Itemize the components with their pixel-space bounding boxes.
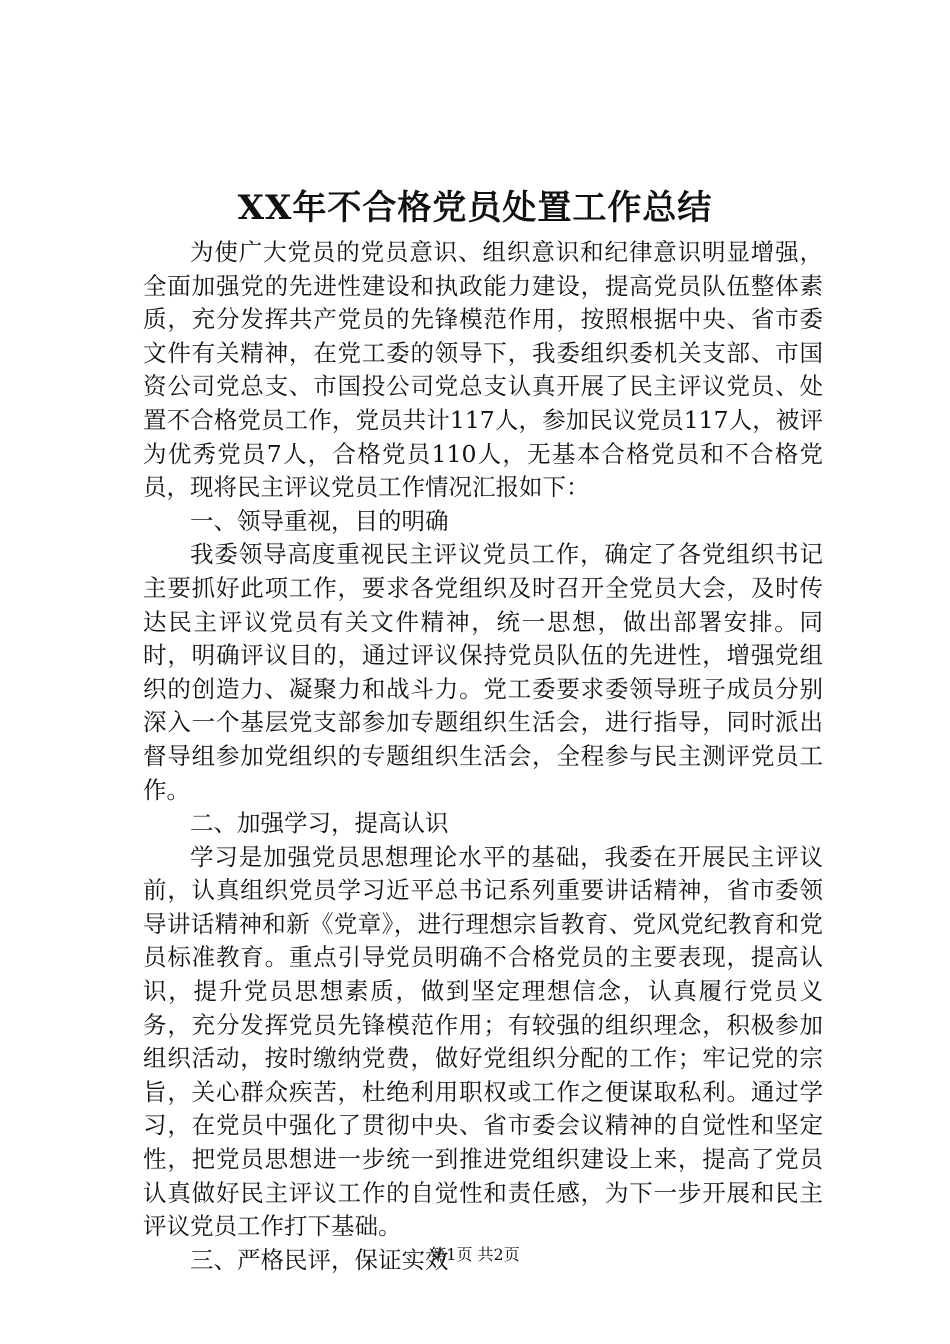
paragraph-intro: 为使广大党员的党员意识、组织意识和纪律意识明显增强，全面加强党的先进性建设和执政能力建设，提高党员队伍整体素质，充分发挥共产党员的先锋模范作用，按照根据中央、省市委文件有关精神，在党工委的领导下，我委组织委机关支部、市国资公司党总支、市国投公司党总支认真开展了民主评议党员、处置不合格党员工作，党员共计117人，参加民议党员117人，被评为优秀党员7人，合格党员110人，无基本合格党员和不合格党员，现将民主评议党员工作情况汇报如下： [143, 238, 823, 502]
section-heading-3: 三、严格民评，保证实效 [190, 1245, 449, 1274]
paragraph-section-1: 我委领导高度重视民主评议党员工作，确定了各党组织书记主要抓好此项工作，要求各党组织及时召开全党员大会，及时传达民主评议党员有关文件精神，统一思想，做出部署安排。同时，明确评议目的，通过评议保持党员队伍的先进性，增强党组织的创造力、凝聚力和战斗力。党工委要求委领导班子成员分别深入一个基层党支部参加专题组织生活会，进行指导，同时派出督导组参加党组织的专题组织生活会，全程参与民主测评党员工作。 [143, 540, 823, 804]
document-body [143, 236, 823, 1277]
document-title: XX年不合格党员处置工作总结 [237, 188, 713, 228]
page-number-footer: 第1页 共2页 [430, 1245, 520, 1264]
paragraph-section-2: 学习是加强党员思想理论水平的基础，我委在开展民主评议前，认真组织党员学习近平总书记系列重要讲话精神，省市委领导讲话精神和新《党章》，进行理想宗旨教育、党风党纪教育和党员标准教育。重点引导党员明确不合格党员的主要表现，提高认识，提升党员思想素质，做到坚定理想信念，认真履行党员义务，充分发挥党员先锋模范作用；有较强的组织理念，积极参加组织活动，按时缴纳党费，做好党组织分配的工作；牢记党的宗旨，关心群众疾苦，杜绝利用职权或工作之便谋取私利。通过学习，在党员中强化了贯彻中央、省市委会议精神的自觉性和坚定性，把党员思想进一步统一到推进党组织建设上来，提高了党员认真做好民主评议工作的自觉性和责任感，为下一步开展和民主评议党员工作打下基础。 [143, 842, 823, 1241]
section-heading-2: 二、加强学习，提高认识 [190, 809, 449, 838]
section-heading-1: 一、领导重视，目的明确 [190, 506, 449, 535]
